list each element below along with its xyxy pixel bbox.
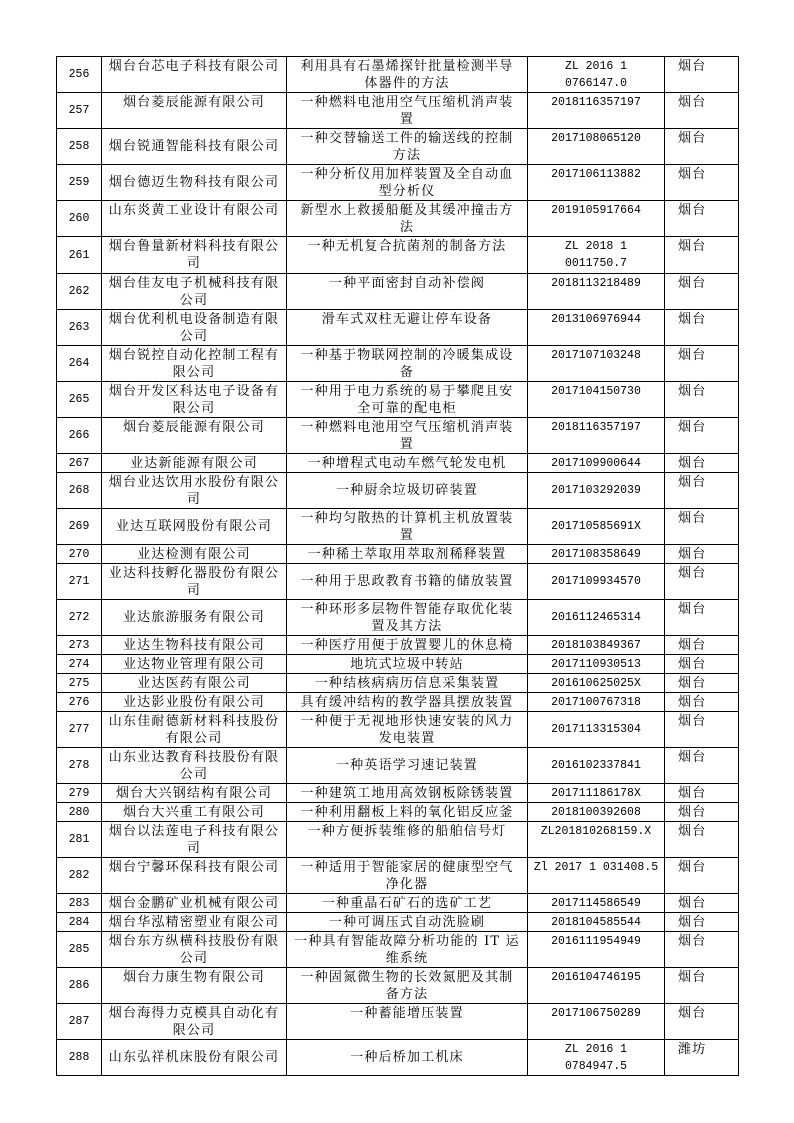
row-number-cell: 260 [57, 201, 102, 237]
city-cell: 烟台 [665, 968, 739, 1004]
patent-number-cell: 2016111954949 [528, 932, 665, 968]
patent-number-cell: 2017113315304 [528, 712, 665, 748]
patent-name-cell: 一种重晶石矿石的选矿工艺 [287, 894, 528, 913]
table-row [57, 655, 739, 674]
company-cell: 山东业达教育科技股份有限公司 [102, 748, 287, 784]
company-cell: 业达互联网股份有限公司 [102, 509, 287, 545]
city-cell: 烟台 [665, 712, 739, 748]
patent-number-cell: 2016102337841 [528, 748, 665, 784]
city-cell: 烟台 [665, 1004, 739, 1040]
row-number-cell: 273 [57, 636, 102, 655]
table-row [57, 129, 739, 165]
patent-number-cell: ZL 2016 1 0784947.5 [528, 1040, 665, 1076]
row-number-cell: 275 [57, 674, 102, 693]
table-row [57, 509, 739, 545]
row-number-cell: 272 [57, 600, 102, 636]
company-cell: 业达检测有限公司 [102, 545, 287, 564]
table-row [57, 165, 739, 201]
company-cell: 烟台菱辰能源有限公司 [102, 93, 287, 129]
table-row [57, 712, 739, 748]
row-number-cell: 282 [57, 858, 102, 894]
patent-table [56, 56, 739, 1076]
patent-name-cell: 一种英语学习速记装置 [287, 748, 528, 784]
company-cell: 烟台锐控自动化控制工程有限公司 [102, 346, 287, 382]
patent-number-cell: 2017106750289 [528, 1004, 665, 1040]
patent-number-cell: 2017106113882 [528, 165, 665, 201]
patent-number-cell: ZL 2016 1 0766147.0 [528, 57, 665, 93]
company-cell: 业达影业股份有限公司 [102, 693, 287, 712]
table-body [57, 57, 739, 1076]
company-cell: 山东佳耐德新材料科技股份有限公司 [102, 712, 287, 748]
city-cell: 烟台 [665, 473, 739, 509]
city-cell: 烟台 [665, 346, 739, 382]
row-number-cell: 256 [57, 57, 102, 93]
patent-number-cell: 2016104746195 [528, 968, 665, 1004]
city-cell: 烟台 [665, 748, 739, 784]
table-row [57, 57, 739, 93]
table-row [57, 454, 739, 473]
company-cell: 烟台大兴钢结构有限公司 [102, 784, 287, 803]
patent-name-cell: 一种基于物联网控制的冷暖集成设备 [287, 346, 528, 382]
company-cell: 烟台锐通智能科技有限公司 [102, 129, 287, 165]
row-number-cell: 267 [57, 454, 102, 473]
patent-name-cell: 一种环形多层物件智能存取优化装置及其方法 [287, 600, 528, 636]
city-cell: 烟台 [665, 784, 739, 803]
company-cell: 业达科技孵化器股份有限公司 [102, 564, 287, 600]
city-cell: 烟台 [665, 274, 739, 310]
city-cell: 烟台 [665, 165, 739, 201]
table-row [57, 1004, 739, 1040]
patent-name-cell: 利用具有石墨烯探针批量检测半导体器件的方法 [287, 57, 528, 93]
company-cell: 烟台力康生物有限公司 [102, 968, 287, 1004]
patent-name-cell: 一种具有智能故障分析功能的 IT 运维系统 [287, 932, 528, 968]
table-row [57, 346, 739, 382]
table-row [57, 600, 739, 636]
company-cell: 业达生物科技有限公司 [102, 636, 287, 655]
row-number-cell: 266 [57, 418, 102, 454]
row-number-cell: 284 [57, 913, 102, 932]
patent-number-cell: 2018113218489 [528, 274, 665, 310]
table-row [57, 894, 739, 913]
table-row [57, 693, 739, 712]
city-cell: 烟台 [665, 129, 739, 165]
patent-number-cell: 2018104585544 [528, 913, 665, 932]
patent-name-cell: 一种建筑工地用高效钢板除锈装置 [287, 784, 528, 803]
company-cell: 烟台佳友电子机械科技有限公司 [102, 274, 287, 310]
patent-name-cell: 一种后桥加工机床 [287, 1040, 528, 1076]
row-number-cell: 259 [57, 165, 102, 201]
patent-number-cell: 2013106976944 [528, 310, 665, 346]
row-number-cell: 280 [57, 803, 102, 822]
patent-number-cell: 2017109900644 [528, 454, 665, 473]
patent-name-cell: 一种燃料电池用空气压缩机消声装置 [287, 418, 528, 454]
row-number-cell: 288 [57, 1040, 102, 1076]
city-cell: 烟台 [665, 545, 739, 564]
patent-name-cell: 一种稀土萃取用萃取剂稀释装置 [287, 545, 528, 564]
city-cell: 烟台 [665, 674, 739, 693]
row-number-cell: 276 [57, 693, 102, 712]
table-row [57, 932, 739, 968]
patent-name-cell: 一种交替输送工件的输送线的控制方法 [287, 129, 528, 165]
patent-number-cell: 2017100767318 [528, 693, 665, 712]
city-cell: 烟台 [665, 310, 739, 346]
patent-number-cell: 2018100392608 [528, 803, 665, 822]
patent-name-cell: 新型水上救援船艇及其缓冲撞击方法 [287, 201, 528, 237]
table-row [57, 310, 739, 346]
row-number-cell: 274 [57, 655, 102, 674]
city-cell: 烟台 [665, 57, 739, 93]
patent-name-cell: 一种医疗用便于放置婴儿的休息椅 [287, 636, 528, 655]
table-row [57, 382, 739, 418]
city-cell: 烟台 [665, 454, 739, 473]
company-cell: 山东弘祥机床股份有限公司 [102, 1040, 287, 1076]
patent-number-cell: ZL 2018 1 0011750.7 [528, 237, 665, 274]
city-cell: 烟台 [665, 822, 739, 858]
patent-name-cell: 一种蓄能增压装置 [287, 1004, 528, 1040]
city-cell: 烟台 [665, 237, 739, 274]
company-cell: 烟台业达饮用水股份有限公司 [102, 473, 287, 509]
table-row [57, 564, 739, 600]
city-cell: 烟台 [665, 509, 739, 545]
company-cell: 山东炎黄工业设计有限公司 [102, 201, 287, 237]
patent-name-cell: 一种无机复合抗菌剂的制备方法 [287, 237, 528, 274]
company-cell: 业达医药有限公司 [102, 674, 287, 693]
table-row [57, 93, 739, 129]
row-number-cell: 279 [57, 784, 102, 803]
city-cell: 烟台 [665, 894, 739, 913]
row-number-cell: 257 [57, 93, 102, 129]
company-cell: 烟台台芯电子科技有限公司 [102, 57, 287, 93]
patent-name-cell: 一种结核病病历信息采集装置 [287, 674, 528, 693]
city-cell: 烟台 [665, 93, 739, 129]
table-row [57, 418, 739, 454]
company-cell: 烟台金鹏矿业机械有限公司 [102, 894, 287, 913]
table-row [57, 237, 739, 274]
patent-number-cell: 2017108358649 [528, 545, 665, 564]
table-row [57, 636, 739, 655]
patent-name-cell: 一种利用翻板上料的氧化铝反应釜 [287, 803, 528, 822]
patent-number-cell: 2017107103248 [528, 346, 665, 382]
row-number-cell: 285 [57, 932, 102, 968]
row-number-cell: 263 [57, 310, 102, 346]
city-cell: 烟台 [665, 655, 739, 674]
table-row [57, 1040, 739, 1076]
patent-number-cell: 2017108065120 [528, 129, 665, 165]
patent-name-cell: 具有缓冲结构的教学器具摆放装置 [287, 693, 528, 712]
patent-number-cell: 2017104150730 [528, 382, 665, 418]
table-row [57, 968, 739, 1004]
company-cell: 业达旅游服务有限公司 [102, 600, 287, 636]
patent-name-cell: 一种平面密封自动补偿阀 [287, 274, 528, 310]
patent-number-cell: 2018103849367 [528, 636, 665, 655]
table-row [57, 201, 739, 237]
patent-number-cell: 2018116357197 [528, 418, 665, 454]
table-row [57, 473, 739, 509]
patent-number-cell: 2017114586549 [528, 894, 665, 913]
patent-number-cell: 2018116357197 [528, 93, 665, 129]
row-number-cell: 262 [57, 274, 102, 310]
patent-name-cell: 一种均匀散热的计算机主机放置装置 [287, 509, 528, 545]
city-cell: 烟台 [665, 913, 739, 932]
patent-number-cell: 201711186178X [528, 784, 665, 803]
row-number-cell: 270 [57, 545, 102, 564]
company-cell: 烟台大兴重工有限公司 [102, 803, 287, 822]
table-row [57, 674, 739, 693]
city-cell: 烟台 [665, 858, 739, 894]
patent-name-cell: 滑车式双柱无避让停车设备 [287, 310, 528, 346]
company-cell: 烟台华泓精密塑业有限公司 [102, 913, 287, 932]
patent-name-cell: 一种用于思政教育书籍的储放装置 [287, 564, 528, 600]
company-cell: 烟台菱辰能源有限公司 [102, 418, 287, 454]
table-row [57, 858, 739, 894]
row-number-cell: 264 [57, 346, 102, 382]
city-cell: 烟台 [665, 693, 739, 712]
row-number-cell: 286 [57, 968, 102, 1004]
row-number-cell: 268 [57, 473, 102, 509]
patent-number-cell: Zl 2017 1 031408.5 [528, 858, 665, 894]
company-cell: 业达物业管理有限公司 [102, 655, 287, 674]
company-cell: 业达新能源有限公司 [102, 454, 287, 473]
table-row [57, 803, 739, 822]
row-number-cell: 265 [57, 382, 102, 418]
patent-number-cell: 2017110930513 [528, 655, 665, 674]
patent-number-cell: 2017109934570 [528, 564, 665, 600]
company-cell: 烟台鲁量新材料科技有限公司 [102, 237, 287, 274]
table-row [57, 784, 739, 803]
company-cell: 烟台宁馨环保科技有限公司 [102, 858, 287, 894]
city-cell: 烟台 [665, 418, 739, 454]
patent-number-cell: 201610625025X [528, 674, 665, 693]
row-number-cell: 269 [57, 509, 102, 545]
row-number-cell: 271 [57, 564, 102, 600]
patent-number-cell: 2016112465314 [528, 600, 665, 636]
city-cell: 烟台 [665, 600, 739, 636]
patent-number-cell: 201710585691X [528, 509, 665, 545]
patent-number-cell: 2017103292039 [528, 473, 665, 509]
city-cell: 烟台 [665, 803, 739, 822]
company-cell: 烟台优利机电设备制造有限公司 [102, 310, 287, 346]
patent-name-cell: 一种增程式电动车燃气轮发电机 [287, 454, 528, 473]
patent-name-cell: 一种方便拆装维修的船舶信号灯 [287, 822, 528, 858]
patent-name-cell: 一种用于电力系统的易于攀爬且安全可靠的配电柜 [287, 382, 528, 418]
patent-name-cell: 一种分析仪用加样装置及全自动血型分析仪 [287, 165, 528, 201]
row-number-cell: 277 [57, 712, 102, 748]
table-row [57, 545, 739, 564]
company-cell: 烟台海得力克模具自动化有限公司 [102, 1004, 287, 1040]
patent-name-cell: 一种厨余垃圾切碎装置 [287, 473, 528, 509]
company-cell: 烟台以法莲电子科技有限公司 [102, 822, 287, 858]
row-number-cell: 281 [57, 822, 102, 858]
row-number-cell: 278 [57, 748, 102, 784]
patent-name-cell: 一种便于无视地形快速安装的风力发电装置 [287, 712, 528, 748]
row-number-cell: 287 [57, 1004, 102, 1040]
table-row [57, 748, 739, 784]
city-cell: 烟台 [665, 636, 739, 655]
patent-name-cell: 一种固氮微生物的长效氮肥及其制备方法 [287, 968, 528, 1004]
company-cell: 烟台东方纵横科技股份有限公司 [102, 932, 287, 968]
patent-number-cell: 2019105917664 [528, 201, 665, 237]
table-row [57, 913, 739, 932]
patent-name-cell: 地坑式垃圾中转站 [287, 655, 528, 674]
table-row [57, 274, 739, 310]
city-cell: 烟台 [665, 201, 739, 237]
city-cell: 烟台 [665, 564, 739, 600]
row-number-cell: 283 [57, 894, 102, 913]
patent-number-cell: ZL201810268159.X [528, 822, 665, 858]
city-cell: 潍坊 [665, 1040, 739, 1076]
patent-name-cell: 一种适用于智能家居的健康型空气净化器 [287, 858, 528, 894]
city-cell: 烟台 [665, 382, 739, 418]
patent-name-cell: 一种可调压式自动洗脸刷 [287, 913, 528, 932]
row-number-cell: 261 [57, 237, 102, 274]
city-cell: 烟台 [665, 932, 739, 968]
row-number-cell: 258 [57, 129, 102, 165]
company-cell: 烟台开发区科达电子设备有限公司 [102, 382, 287, 418]
company-cell: 烟台德迈生物科技有限公司 [102, 165, 287, 201]
patent-name-cell: 一种燃料电池用空气压缩机消声装置 [287, 93, 528, 129]
table-row [57, 822, 739, 858]
